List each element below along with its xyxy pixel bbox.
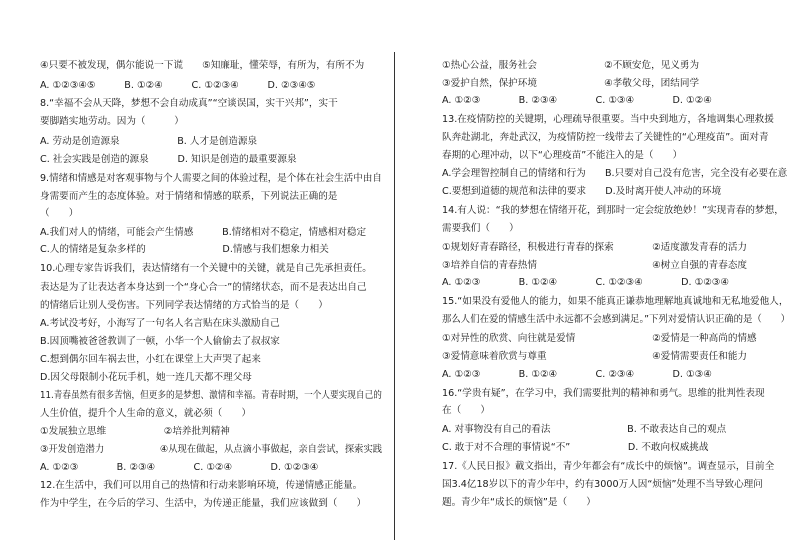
text-line: A.学会理智控制自己的情绪和行为 B.只要对自己没有危害，完全没有必要在意 — [442, 168, 788, 179]
text-line: 14.有人说：“我的梦想在情绪开花，到那时一定会绽放绝妙！”实现青春的梦想， — [442, 205, 784, 216]
text-line: ①对异性的欣赏、向往就是爱情 ②爱情是一种高尚的情感 — [442, 333, 757, 344]
text-line: ③爱护自然，保护环境 ④孝敬父母，团结同学 — [442, 78, 700, 89]
text-line: ③爱情意味着欣赏与尊重 ④爱情需要责任和能力 — [442, 351, 748, 362]
text-line: 10.心理专家告诉我们，表达情绪有一个关键中的关键，就是自己先承担责任。 — [40, 263, 372, 274]
text-line: 身需要而产生的态度体验。对于情绪和情感的联系，下列说法正确的是 — [40, 191, 338, 202]
text-line: ③培养自信的青春热情 ④树立自强的青春态度 — [442, 260, 748, 271]
text-line: 11.青春虽然有很多苦恼，但更多的是梦想、激情和幸福。青春时期，一个人要实现自己的 — [40, 390, 382, 401]
text-line: ③开发创造潜力 ④从现在做起，从点滴小事做起，亲自尝试，探索实践 — [40, 444, 383, 455]
text-line: 17.《人民日报》載文指出，青少年都会有“成长中的烦恼”。调查显示，目前全 — [442, 461, 775, 472]
column-divider — [394, 52, 395, 540]
text-line: A.考试没考好，小海写了一句名人名言贴在床头激励自己 — [40, 318, 280, 329]
text-line: 人生价值，提升个人生命的意义，就必须（ ） — [40, 408, 252, 419]
text-line: 那么人们在爱的情感生活中永远都不会感到满足。”下列对爱情认识正确的是（ ） — [442, 314, 791, 325]
text-line: B.因顶嘴被爸爸教训了一顿，小华一个人偷偷去了叔叔家 — [40, 336, 280, 347]
text-line: 在（ ） — [442, 405, 490, 416]
text-line: 8.“幸福不会从天降，梦想不会自动成真”“空谈误国，实干兴邦”，实干 — [40, 98, 338, 109]
text-line: 春期的心理冲动，以下“心理疫苗”不能注入的是（ ） — [442, 150, 683, 161]
text-line: 队奔赴湖北，奔赴武汉，为疫情防控一线带去了关键性的“心理疫苗”。面对青 — [442, 132, 769, 143]
text-line: 表达是为了让表达者本身达到一个“身心合一”的情绪状态，而不是表达出自己 — [40, 282, 367, 293]
text-line: A. ①②③ B. ②③④ C. ①②④ D. ①②③④ — [40, 462, 319, 473]
text-line: ①发展独立思维 ②培养批判精神 — [40, 426, 230, 437]
text-line: ①热心公益，服务社会 ②不顾安危，见义勇为 — [442, 60, 700, 71]
text-line: 题。青少年“成长的烦恼”是（ ） — [442, 497, 596, 508]
text-line: ①规划好青春路径，积极进行青春的探索 ②适度激发青春的活力 — [442, 242, 748, 253]
text-line: 作为中学生，在今后的学习、生活中，为传递正能量，我们应该做到（ ） — [40, 498, 367, 509]
text-line: C. 社会实践是创造的源泉 D. 知识是创造的最重要源泉 — [40, 154, 297, 165]
text-line: 9.情绪和情感是对客观事物与个人需要之间的体验过程，是个体在社会生活中由自 — [40, 173, 382, 184]
text-line: C.要想到道德的规范和法律的要求 D.及时离开使人冲动的环境 — [442, 186, 722, 197]
text-line: ④只要不被发现，偶尔能说一下谎 ⑤知廉耻，懂荣辱，有所为，有所不为 — [40, 60, 365, 71]
text-line: A. ①②③ B. ①②④ C. ②③④ D. ①③④ — [442, 369, 712, 380]
text-line: 16.“学贵有疑”，在学习中，我们需要批判的精神和勇气。思维的批判性表现 — [442, 388, 765, 399]
text-line: C.人的情绪是复杂多样的 D.情感与我们想象力相关 — [40, 244, 329, 255]
text-line: C.想到偶尔回车祸去世，小红在课堂上大声哭了起来 — [40, 354, 261, 365]
text-line: 15.“如果没有爱他人的能力，如果不能真正谦恭地理解地真诚地和无私地爱他人， — [442, 296, 789, 307]
text-line: A. ①②③ B. ①②④ C. ①②③④ D. ①②③④ — [442, 277, 729, 288]
text-line: 12.在生活中，我们可以用自己的热情和行动来影响环境，传递情感正能量。 — [40, 480, 363, 491]
text-line: A. 劳动是创造源泉 B. 人才是创造源泉 — [40, 136, 258, 147]
text-line: C. 敢于对不合理的事情说“不” D. 不敢向权威挑战 — [442, 442, 709, 453]
text-line: A. 对事物没有自己的看法 B. 不敢表达自己的观点 — [442, 424, 727, 435]
text-line: A. ①②③④⑤ B. ①②④ C. ①②③④ D. ②③④⑤ — [40, 80, 316, 91]
text-line: 要脚踏实地劳动。因为（ ） — [40, 116, 184, 127]
text-line: 13.在疫情防控的关键期，心理疏导很重要。当中央到地方，各地调集心理救援 — [442, 114, 774, 125]
text-line: D.因父母限制小花玩手机，她一连几天都不理父母 — [40, 372, 252, 383]
text-line: A.我们对人的情绪，可能会产生情感 B.情绪相对不稳定，情感相对稳定 — [40, 227, 367, 238]
text-line: A. ①②③ B. ②③④ C. ①③④ D. ①②④ — [442, 95, 712, 106]
text-line: 需要我们（ ） — [442, 223, 519, 234]
text-line: （ ） — [40, 208, 79, 219]
text-line: 国3.4亿18岁以下的青少年中，约有3000万人因“烦恼”处理不当导致心理问 — [442, 479, 763, 490]
text-line: 的情绪后让别人受伤害。下列同学表达情绪的方式恰当的是（ ） — [40, 300, 328, 311]
